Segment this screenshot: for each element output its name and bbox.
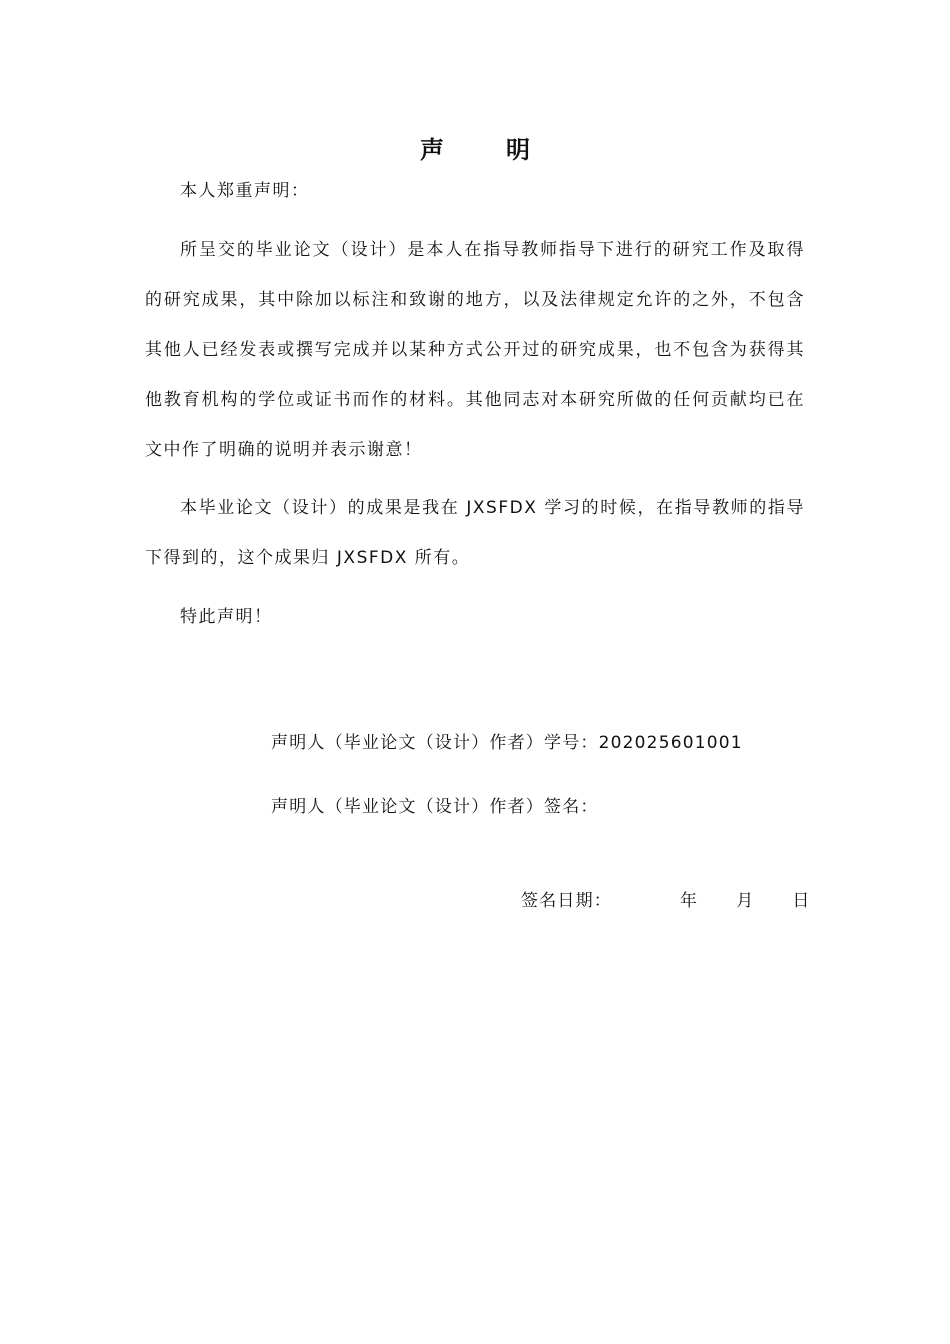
date-month: 月 (736, 891, 755, 911)
date-day: 日 (792, 891, 811, 911)
signature-label: 声明人（毕业论文（设计）作者）签名： (271, 797, 599, 817)
title-char-1: 声 (420, 136, 444, 164)
date-label: 签名日期： (521, 891, 612, 911)
closing-paragraph: 特此声明！ (180, 607, 273, 627)
page-title (0, 132, 950, 168)
student-id-line (271, 728, 743, 758)
main-declaration-paragraph: 所呈交的毕业论文（设计）是本人在指导教师指导下进行的研究工作及取得的研究成果，其中除加以标注和致谢的地方，以及法律规定允许的之外，不包含其他人已经发表或撰写完成并以某种方式公开过的研究成果，也不包含为获得其他教育机构的学位或证书而作的材料。其他同志对本研究所做的任何贡献均已在文中作了明确的说明并表示谢意！ (145, 240, 805, 460)
student-id-value: 202025601001 (598, 733, 743, 753)
greeting-paragraph: 本人郑重声明： (180, 181, 310, 201)
date-year: 年 (680, 891, 699, 911)
student-id-label: 声明人（毕业论文（设计）作者）学号： (271, 733, 599, 753)
title-char-2: 明 (506, 136, 530, 164)
ownership-paragraph: 本毕业论文（设计）的成果是我在 JXSFDX 学习的时候，在指导教师的指导下得到的，这个成果归 JXSFDX 所有。 (145, 498, 805, 568)
signature-line (271, 792, 599, 822)
signature-date-line (521, 886, 811, 916)
